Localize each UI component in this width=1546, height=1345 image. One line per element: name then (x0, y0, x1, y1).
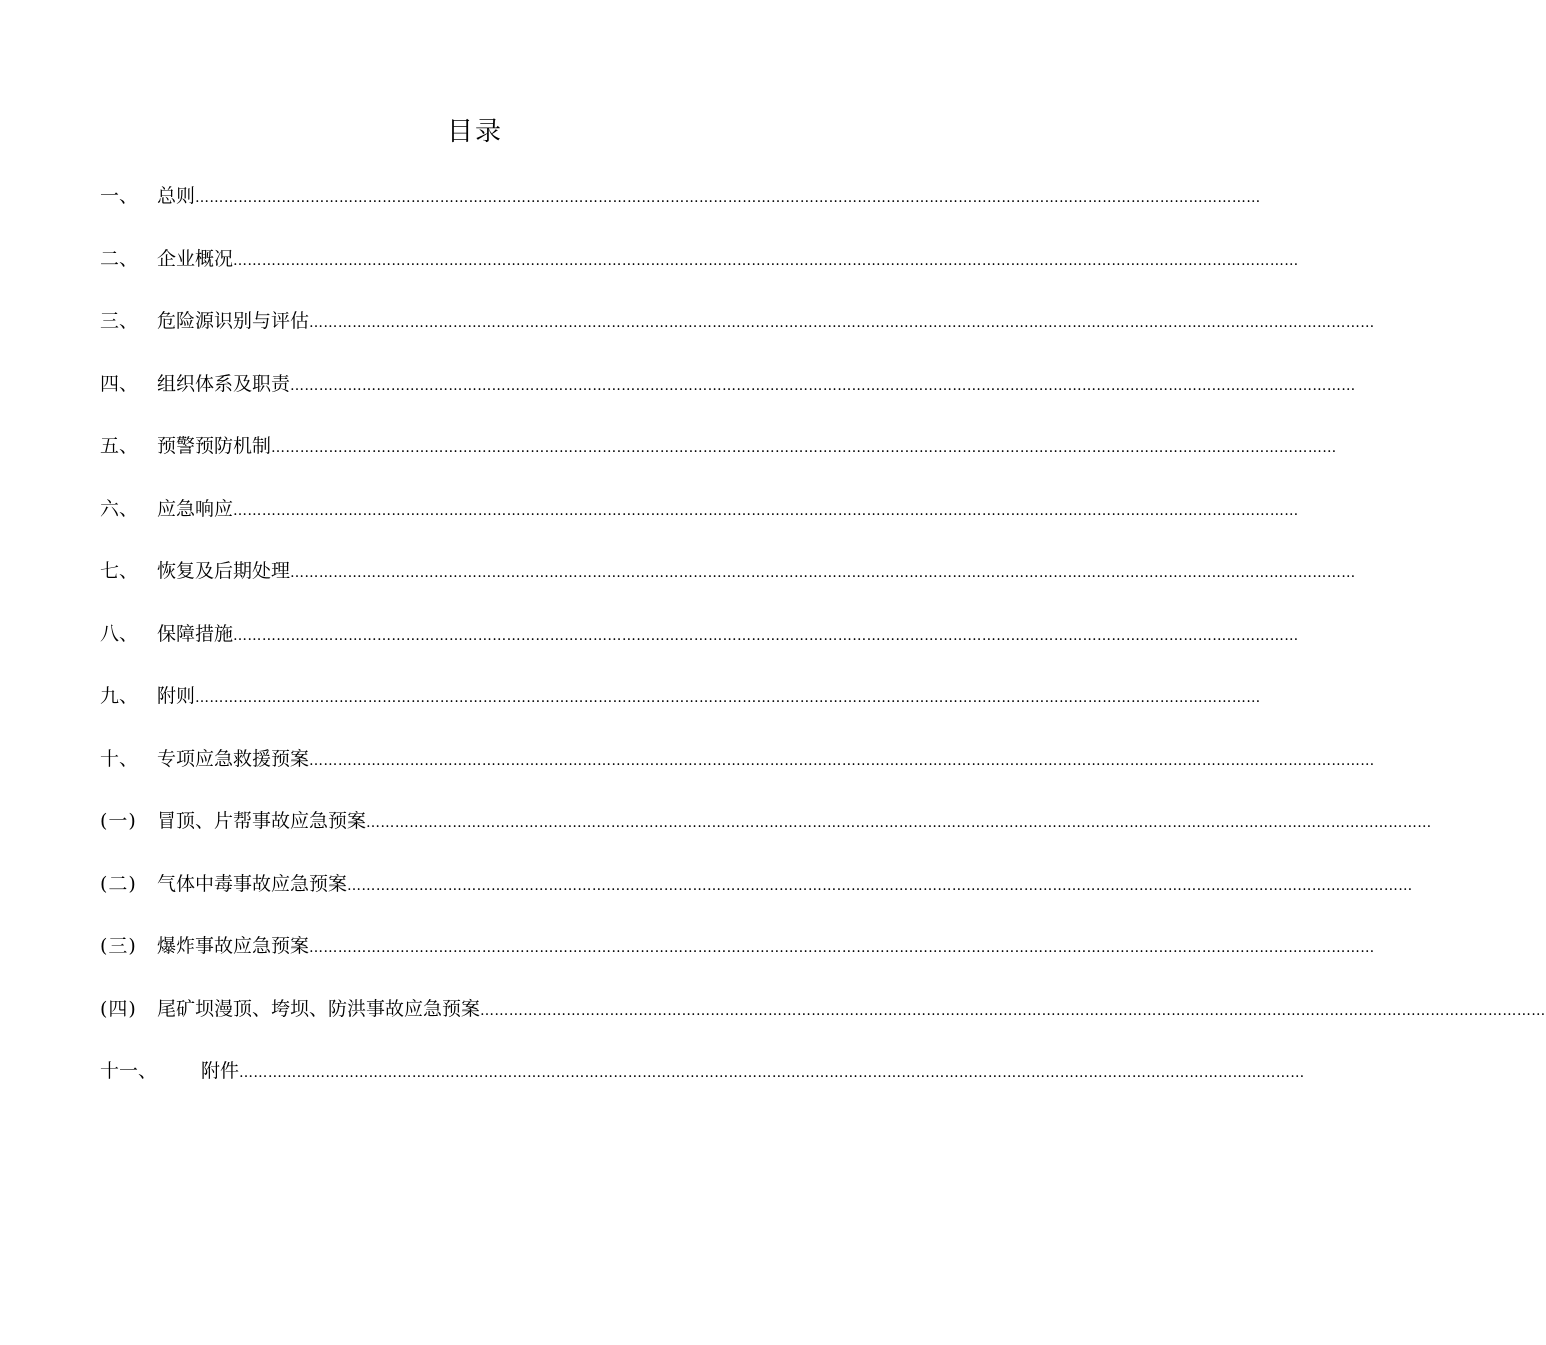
toc-dot-leader: …………………………………………………………………………………………………………………………………………………………………………………………………… (290, 565, 1356, 581)
toc-entry-number: 一、 (100, 185, 139, 207)
toc-entry-number: 八、 (100, 622, 139, 645)
toc-entry-number: 九、 (100, 685, 139, 707)
toc-entry-text: 组织体系及职责 (157, 372, 291, 395)
toc-entry (100, 868, 1413, 931)
toc-entry-text: 总则 (157, 185, 196, 207)
toc-entry-number: 四、 (100, 372, 139, 395)
toc-dot-leader: …………………………………………………………………………………………………………………………………………………………………………………………………… (233, 252, 1299, 269)
toc-entry-text: 危险源识别与评估 (157, 310, 310, 332)
toc-entry-number: (一) (100, 810, 137, 832)
toc-entry-text: 气体中毒事故应急预案 (157, 872, 348, 895)
toc-entry (100, 1055, 1305, 1118)
toc-entry-number: 十、 (100, 747, 139, 770)
toc-entry (100, 305, 1375, 368)
toc-entry (100, 805, 1432, 868)
toc-entry-text: 尾矿坝漫顶、垮坝、防洪事故应急预案 (157, 997, 481, 1020)
toc-dot-leader: …………………………………………………………………………………………………………………………………………………………………………………………………… (233, 627, 1299, 644)
toc-entry-text: 企业概况 (157, 247, 234, 270)
toc-dot-leader: …………………………………………………………………………………………………………………………………………………………………………………………………… (233, 502, 1299, 519)
toc-entry-text: 附件 (201, 1060, 240, 1082)
toc-entry-text: 附则 (157, 685, 196, 707)
toc-entry-text: 冒顶、片帮事故应急预案 (157, 810, 367, 832)
toc-entry (100, 493, 1299, 556)
toc-entry-number: (四) (100, 997, 137, 1020)
toc-entry-text: 保障措施 (157, 622, 234, 645)
toc-entry-number: 十一、 (100, 1060, 158, 1082)
toc-entry (100, 618, 1299, 681)
toc-dot-leader: …………………………………………………………………………………………………………………………………………………………………………………………………… (195, 690, 1261, 706)
toc-entry-number: 三、 (100, 310, 139, 332)
toc-list (100, 180, 1546, 1118)
toc-entry-text: 专项应急救援预案 (157, 747, 310, 770)
toc-entry (100, 555, 1356, 618)
toc-entry (100, 243, 1299, 306)
toc-entry (100, 430, 1337, 493)
toc-entry-text: 预警预防机制 (157, 435, 272, 457)
toc-entry (100, 680, 1261, 743)
toc-entry (100, 743, 1375, 806)
toc-dot-leader: …………………………………………………………………………………………………………………………………………………………………………………………………… (290, 377, 1356, 394)
toc-dot-leader: …………………………………………………………………………………………………………………………………………………………………………………………………… (347, 877, 1413, 894)
toc-dot-leader: …………………………………………………………………………………………………………………………………………………………………………………………………… (480, 1002, 1546, 1019)
toc-entry-number: (二) (100, 872, 137, 895)
toc-entry-number: 七、 (100, 560, 139, 582)
toc-entry-number: (三) (100, 935, 137, 957)
toc-entry (100, 930, 1375, 993)
toc-entry-text: 爆炸事故应急预案 (157, 935, 310, 957)
toc-entry-number: 六、 (100, 497, 139, 520)
toc-entry-number: 五、 (100, 435, 139, 457)
toc-entry-number: 二、 (100, 247, 139, 270)
toc-dot-leader: …………………………………………………………………………………………………………………………………………………………………………………………………… (271, 440, 1337, 456)
toc-dot-leader: …………………………………………………………………………………………………………………………………………………………………………………………………… (309, 940, 1375, 956)
toc-entry-text: 应急响应 (157, 497, 234, 520)
toc-entry (100, 993, 1546, 1056)
toc-entry-text: 恢复及后期处理 (157, 560, 291, 582)
toc-entry (100, 368, 1356, 431)
toc-dot-leader: …………………………………………………………………………………………………………………………………………………………………………………………………… (195, 190, 1261, 206)
toc-dot-leader: …………………………………………………………………………………………………………………………………………………………………………………………………… (366, 815, 1432, 831)
toc-dot-leader: …………………………………………………………………………………………………………………………………………………………………………………………………… (309, 315, 1375, 331)
toc-entry (100, 180, 1261, 243)
toc-dot-leader: …………………………………………………………………………………………………………………………………………………………………………………………………… (239, 1065, 1305, 1081)
toc-dot-leader: …………………………………………………………………………………………………………………………………………………………………………………………………… (309, 752, 1375, 769)
toc-title: 目录 (446, 117, 503, 147)
